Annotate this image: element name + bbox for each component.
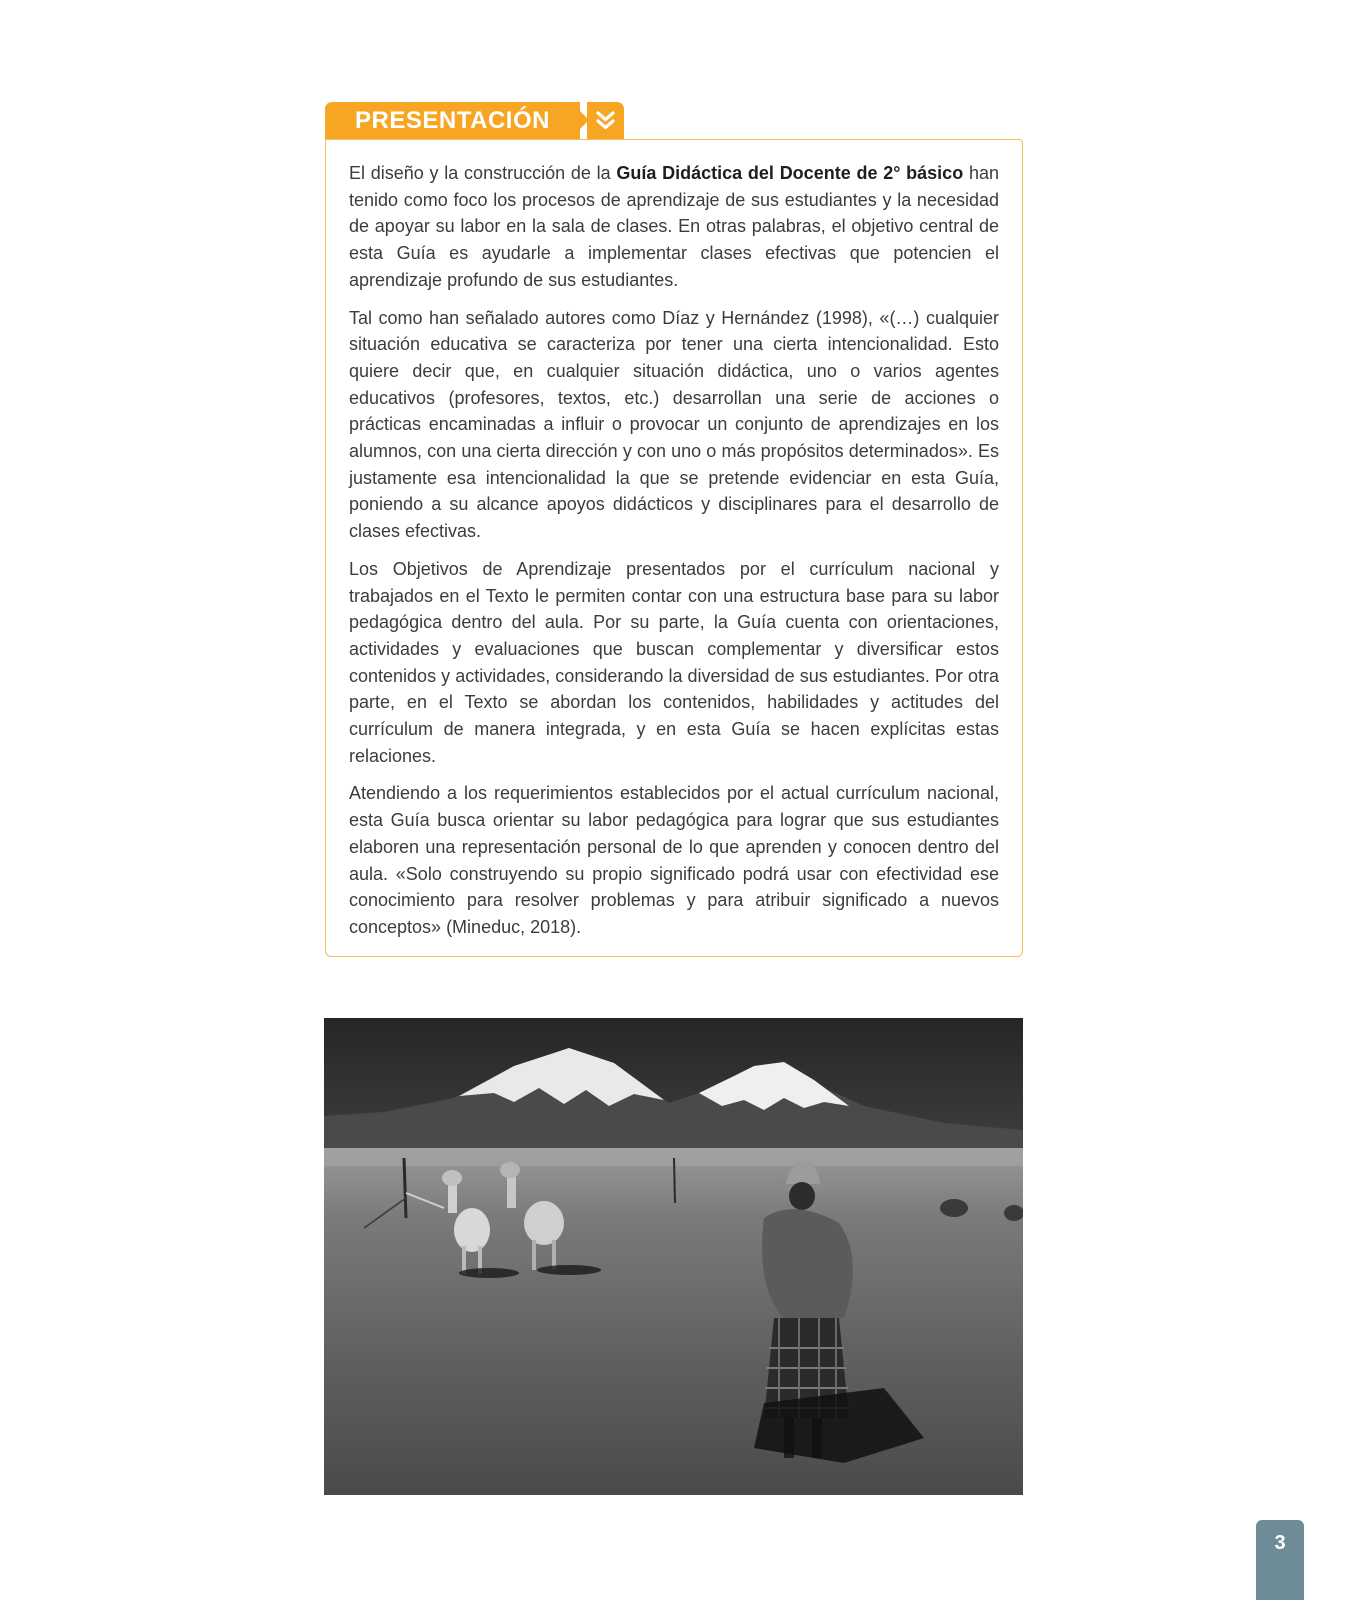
plain bbox=[324, 1148, 1023, 1495]
paragraph-4: Atendiendo a los requerimientos establecidos por el actual currículum nacional, esta Guía busca orientar su labor pedagógica para lograr que sus estudiantes elaboren una representación personal de lo que aprenden y conocen dentro del aula. «Solo construyendo su propio significado podrá usar con efectividad ese conocimiento para resolver problemas y para atribuir significado a nuevos conceptos» (Mineduc, 2018). bbox=[349, 783, 999, 937]
page-number-tab bbox=[1256, 1520, 1304, 1600]
double-chevron-down-icon bbox=[587, 102, 624, 139]
paragraph-1 bbox=[349, 160, 999, 294]
page-number: 3 bbox=[1274, 1532, 1286, 1554]
presentation-text-box bbox=[325, 139, 1023, 957]
paragraph-1-body: han tenido como foco los procesos de aprendizaje de sus estudiantes y la necesidad de apoyar su labor en la sala de clases. En otras palabras, el objetivo central de esta Guía es ayudarle a implementar clases efectivas que potencien el aprendizaje profundo de sus estudiantes. bbox=[349, 163, 999, 290]
section-header-tab bbox=[325, 102, 580, 139]
paragraph-1-intro: El diseño y la construcción de la bbox=[349, 163, 617, 183]
section-title: PRESENTACIÓN bbox=[355, 107, 550, 134]
paragraph-3: Los Objetivos de Aprendizaje presentados por el currículum nacional y trabajados en el Texto le permiten contar con una estructura base para su labor pedagógica dentro del aula. Por su parte, la Guía cuenta con orientaciones, actividades y evaluaciones que buscan complementar y diversificar estos contenidos y actividades, considerando la diversidad de sus estudiantes. Por otra parte, en el Texto se abordan los contenidos, habilidades y actitudes del currículum de manera integrada, y en esta Guía se hacen explícitas estas relaciones. bbox=[349, 558, 999, 766]
paragraph-2: Tal como han señalado autores como Díaz y Hernández (1998), «(…) cualquier situación educativa se caracteriza por tener una cierta intencionalidad. Esto quiere decir que, en cualquier situación didáctica, uno o varios agentes educativos (profesores, textos, etc.) desarrollan una serie de acciones o prácticas encaminadas a influir o provocar un conjunto de aprendizajes en los alumnos, con una cierta dirección y con uno o más propósitos determinados». Es justamente esa intencionalidad la que se pretende evidenciar en esta Guía, poniendo a su alcance apoyos didácticos y disciplinares para el desarrollo de clases efectivas. bbox=[349, 307, 999, 542]
landscape-photo bbox=[324, 1018, 1023, 1495]
guide-title-bold: Guía Didáctica del Docente de 2° básico bbox=[616, 163, 964, 183]
